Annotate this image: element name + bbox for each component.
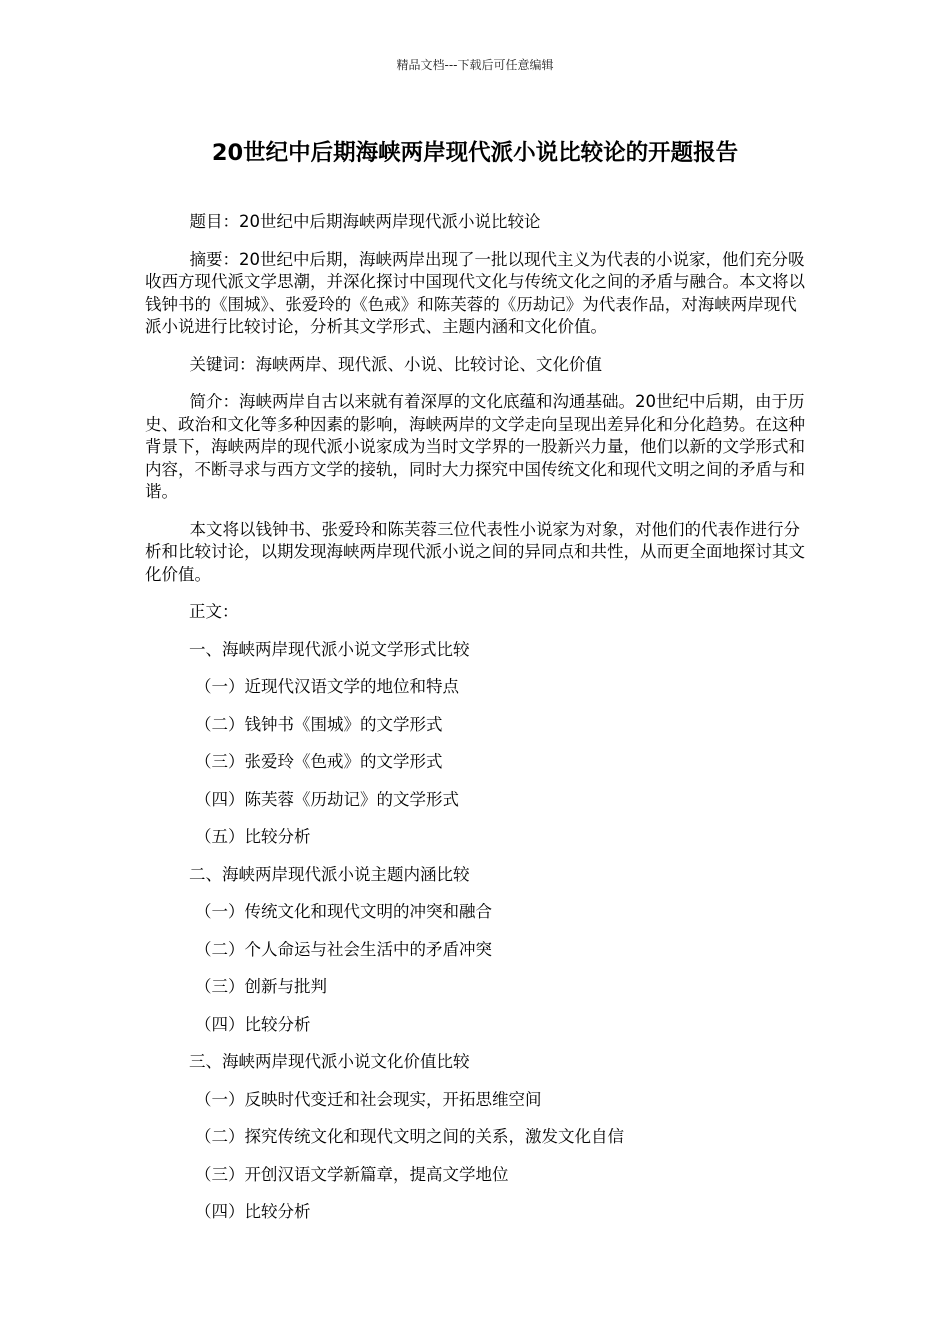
body-label: 正文： [189, 602, 239, 621]
subsection-item: （二）钱钟书《围城》的文学形式 [195, 714, 443, 734]
keywords-paragraph: 关键词：海峡两岸、现代派、小说、比较讨论、文化价值 [189, 354, 603, 374]
header-note: 精品文档---下载后可任意编辑 [396, 58, 554, 72]
subsection-item: （三）开创汉语文学新篇章，提高文学地位 [195, 1164, 509, 1184]
section-heading: 三、海峡两岸现代派小说文化价值比较 [189, 1052, 470, 1071]
purpose-paragraph: 本文将以钱钟书、张爱玲和陈芙蓉三位代表性小说家为对象，对他们的代表作进行分析和比较讨论，以期发现海峡两岸现代派小说之间的异同点和共性，从而更全面地探讨其文化价值。 [145, 519, 805, 584]
subsection-item: （五）比较分析 [195, 827, 311, 846]
subsection-item: （二）个人命运与社会生活中的矛盾冲突 [195, 939, 492, 959]
subsection-item: （四）陈芙蓉《历劫记》的文学形式 [195, 789, 459, 809]
subsection-item: （二）探究传统文化和现代文明之间的关系，激发文化自信 [195, 1127, 624, 1146]
topic-paragraph: 题目：20世纪中后期海峡两岸现代派小说比较论 [189, 212, 541, 231]
subsection-item: （三）创新与批判 [195, 977, 327, 996]
intro-paragraph: 简介：海峡两岸自古以来就有着深厚的文化底蕴和沟通基础。20世纪中后期，由于历史、政治和文化等多种因素的影响，海峡两岸的文学走向呈现出差异化和分化趋势。在这种背景下，海峡两岸的现代派小说家成为当时文学界的一股新兴力量，他们以新的文学形式和内容，不断寻求与西方文学的接轨，同时大力探究中国传统文化和现代文明之间的矛盾与和谐。 [145, 392, 805, 501]
abstract-paragraph: 摘要：20世纪中后期，海峡两岸出现了一批以现代主义为代表的小说家，他们充分吸收西方现代派文学思潮，并深化探讨中国现代文化与传统文化之间的矛盾与融合。本文将以钱钟书的《围城》、张爱玲的《色戒》和陈芙蓉的《历劫记》为代表作品，对海峡两岸现代派小说进行比较讨论，分析其文学形式、主题内涵和文化价值。 [145, 249, 805, 336]
subsection-item: （一）反映时代变迁和社会现实，开拓思维空间 [195, 1089, 542, 1109]
subsection-item: （四）比较分析 [195, 1014, 311, 1034]
subsection-item: （四）比较分析 [195, 1202, 311, 1221]
document-title: 20世纪中后期海峡两岸现代派小说比较论的开题报告 [211, 140, 739, 166]
subsection-item: （三）张爱玲《色戒》的文学形式 [195, 752, 443, 771]
section-heading: 一、海峡两岸现代派小说文学形式比较 [189, 639, 470, 659]
document-body [145, 211, 805, 1239]
section-heading: 二、海峡两岸现代派小说主题内涵比较 [189, 864, 470, 884]
subsection-item: （一）近现代汉语文学的地位和特点 [195, 677, 459, 696]
subsection-item: （一）传统文化和现代文明的冲突和融合 [195, 902, 492, 921]
